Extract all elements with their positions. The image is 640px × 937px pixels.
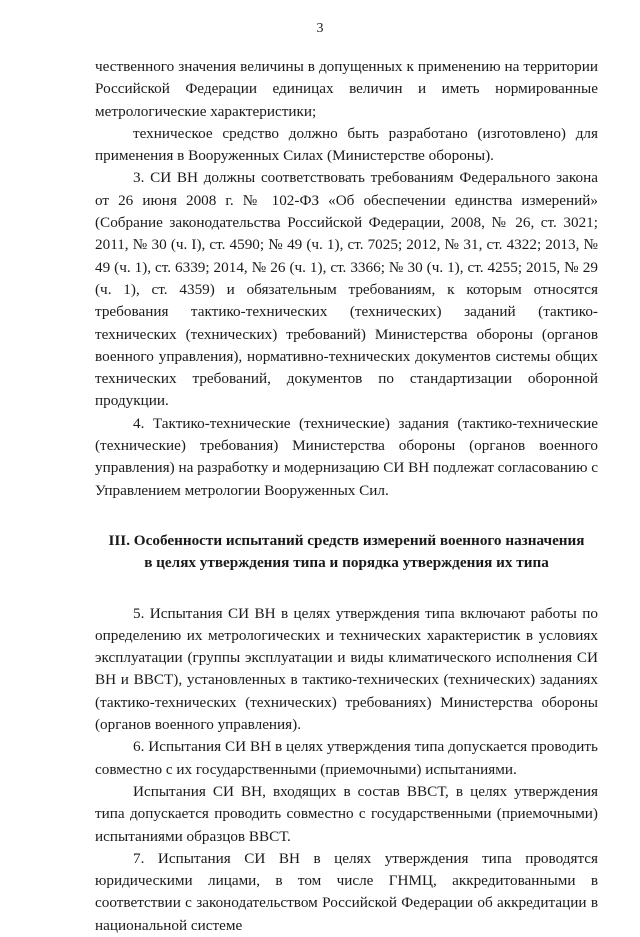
paragraph-5: 5. Испытания СИ ВН в целях утверждения типа включают работы по определению их метрологических и технических характеристик в условиях эксплуатации (группы эксплуатации и виды климатического исполнения СИ ВН и ВВСТ), установленных в тактико-технических (технических) заданиях (тактико-технических (технических) требованиях) Министерства обороны (органов военного управления). <box>95 604 598 734</box>
section-heading <box>95 530 598 575</box>
paragraph-6-continued: Испытания СИ ВН, входящих в состав ВВСТ, в целях утверждения типа допускается проводить совместно с государственными (приемочными) испытаниями образцов ВВСТ. <box>95 782 598 845</box>
paragraph-4: 4. Тактико-технические (технические) задания (тактико-технические (технические) требования) Министерства обороны (органов военного управления) на разработку и модернизацию СИ ВН подлежат согласованию с Управлением метрологии Вооруженных Сил. <box>95 414 598 499</box>
paragraph-6: 6. Испытания СИ ВН в целях утверждения типа допускается проводить совместно с их государственными (приемочными) испытаниями. <box>95 738 598 778</box>
paragraph-7: 7. Испытания СИ ВН в целях утверждения типа проводятся юридическими лицами, в том числе ГНМЦ, аккредитованными в соответствии с законодательством Российской Федерации об аккредитации в национальной системе <box>95 849 598 934</box>
page-number: 3 <box>316 21 324 36</box>
paragraph-technical-means: техническое средство должно быть разработано (изготовлено) для применения в Вооруженных Силах (Министерстве обороны). <box>95 124 598 165</box>
paragraph-3: 3. СИ ВН должны соответствовать требованиям Федерального закона от 26 июня 2008 г. № 102-ФЗ «Об обеспечении единства измерений» (Собрание законодательства Российской Федерации, 2008, № 26, ст. 3021; 2011, № 30 (ч. I), ст. 4590; № 49 (ч. 1), ст. 7025; 2012, № 31, ст. 4322; 2013, № 49 (ч. 1), ст. 6339; 2014, № 26 (ч. 1), ст. 3366; № 30 (ч. 1), ст. 4255; 2015, № 29 (ч. 1), ст. 4359) и обязательным требованиям, к которым относятся требования тактико-технических (технических) заданий (тактико-технических (технических) требований) Министерства обороны (органов военного управления), нормативно-технических документов системы общих технических требований, документов по стандартизации оборонной продукции. <box>95 169 598 410</box>
section-heading-line-1: III. Особенности испытаний средств измерений военного назначения <box>108 531 585 549</box>
paragraph-continuation: чественного значения величины в допущенных к применению на территории Российской Федерации единицах величин и иметь нормированные метрологические характеристики; <box>95 58 598 120</box>
section-heading-line-2: в целях утверждения типа и порядка утверждения их типа <box>144 554 549 572</box>
document-body <box>95 56 598 937</box>
